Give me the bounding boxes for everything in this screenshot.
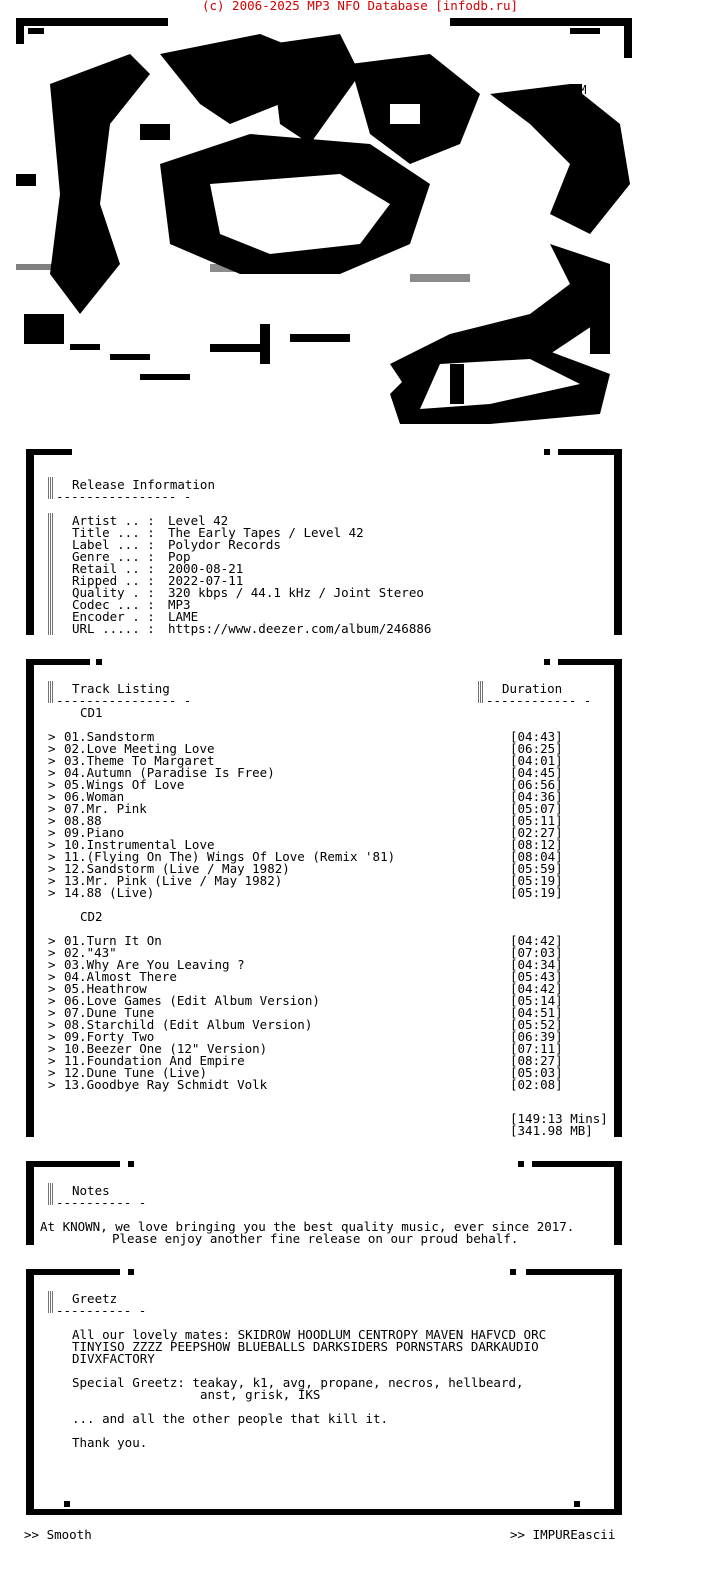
greetz-others: ... and all the other people that kill it. [72, 1411, 389, 1426]
track-bullet: > [48, 729, 56, 744]
release-label: Ripped .. : [72, 573, 155, 588]
track-duration: [05:59] [510, 861, 563, 876]
track-title: 01.Turn It On [64, 933, 162, 948]
track-bullet: > [48, 1005, 56, 1020]
track-duration: [04:34] [510, 957, 563, 972]
track-title: 11.(Flying On The) Wings Of Love (Remix '81) [64, 849, 396, 864]
track-bullet: > [48, 993, 56, 1008]
track-title: 03.Why Are You Leaving ? [64, 957, 245, 972]
track-title: 02.Love Meeting Love [64, 741, 215, 756]
release-heading: Release Information [72, 477, 215, 492]
track-duration: [02:08] [510, 1077, 563, 1092]
greetz-mates-line-2: TINYISO ZZZZ PEEPSHOW BLUEBALLS DARKSIDERS PORNSTARS DARKAUDIO [72, 1339, 539, 1354]
release-label: Encoder . : [72, 609, 155, 624]
track-title: 04.Almost There [64, 969, 177, 984]
notes-heading-rule: ---------- - [56, 1195, 147, 1210]
greetz-heading-rule: ---------- - [56, 1303, 147, 1318]
track-duration: [08:04] [510, 849, 563, 864]
track-duration: [08:27] [510, 1053, 563, 1068]
track-bullet: > [48, 981, 56, 996]
track-title: 01.Sandstorm [64, 729, 155, 744]
track-duration: [07:03] [510, 945, 563, 960]
track-bullet: > [48, 813, 56, 828]
greetz-mates-line-1: All our lovely mates: SKIDROW HOODLUM CENTROPY MAVEN HAFVCD ORC [72, 1327, 547, 1342]
release-label: Codec ... : [72, 597, 155, 612]
release-value: 2022-07-11 [168, 573, 244, 588]
greetz-mates-line-3: DIVXFACTORY [72, 1351, 155, 1366]
track-title: 11.Foundation And Empire [64, 1053, 245, 1068]
duration-heading-rule: ------------ - [486, 693, 592, 708]
release-label: Title ... : [72, 525, 155, 540]
track-bullet: > [48, 873, 56, 888]
track-title: 07.Mr. Pink [64, 801, 147, 816]
track-bullet: > [48, 837, 56, 852]
release-heading-rule: ---------------- - [56, 489, 192, 504]
track-duration: [04:43] [510, 729, 563, 744]
track-title: 08.Starchild (Edit Album Version) [64, 1017, 313, 1032]
track-duration: [06:56] [510, 777, 563, 792]
track-title: 02."43" [64, 945, 117, 960]
track-title: 03.Theme To Margaret [64, 753, 215, 768]
track-duration: [05:43] [510, 969, 563, 984]
track-title: 08.88 [64, 813, 102, 828]
track-bullet: > [48, 1065, 56, 1080]
total-time: [149:13 Mins] [510, 1111, 608, 1126]
track-bullet: > [48, 825, 56, 840]
track-title: 05.Wings Of Love [64, 777, 185, 792]
track-title: 05.Heathrow [64, 981, 147, 996]
track-title: 06.Love Games (Edit Album Version) [64, 993, 320, 1008]
release-value: https://www.deezer.com/album/246886 [168, 621, 432, 636]
track-title: 06.Woman [64, 789, 125, 804]
track-bullet: > [48, 789, 56, 804]
track-title: 10.Beezer One (12" Version) [64, 1041, 268, 1056]
track-duration: [06:25] [510, 741, 563, 756]
track-duration: [04:42] [510, 933, 563, 948]
track-duration: [07:11] [510, 1041, 563, 1056]
track-bullet: > [48, 957, 56, 972]
track-heading-rule: ---------------- - [56, 693, 192, 708]
track-duration: [05:11] [510, 813, 563, 828]
release-value: Polydor Records [168, 537, 281, 552]
track-duration: [05:19] [510, 885, 563, 900]
release-label: URL ..... : [72, 621, 155, 636]
copyright-line: (c) 2006-2025 MP3 NFO Database [infodb.ru] [201, 0, 519, 13]
track-bullet: > [48, 969, 56, 984]
track-bullet: > [48, 1041, 56, 1056]
track-duration: [05:19] [510, 873, 563, 888]
track-duration: [08:12] [510, 837, 563, 852]
greetz-thanks: Thank you. [72, 1435, 148, 1450]
track-bullet: > [48, 753, 56, 768]
track-bullet: > [48, 1053, 56, 1068]
ascii-logo-art [10, 14, 650, 444]
track-title: 13.Goodbye Ray Schmidt Volk [64, 1077, 268, 1092]
release-label: Artist .. : [72, 513, 155, 528]
track-bullet: > [48, 765, 56, 780]
track-bullet: > [48, 777, 56, 792]
track-title: 07.Dune Tune [64, 1005, 155, 1020]
track-bullet: > [48, 1029, 56, 1044]
disc-label: CD1 [80, 705, 103, 720]
release-value: LAME [168, 609, 199, 624]
track-bullet: > [48, 933, 56, 948]
notes-line-1: At KNOWN, we love bringing you the best quality music, ever since 2017. [40, 1219, 575, 1234]
total-size: [341.98 MB] [510, 1123, 593, 1138]
track-duration: [05:52] [510, 1017, 563, 1032]
footer-right-signature: >> IMPUREascii [510, 1527, 616, 1542]
release-label: Genre ... : [72, 549, 155, 564]
track-bullet: > [48, 801, 56, 816]
track-bullet: > [48, 1077, 56, 1092]
track-title: 09.Forty Two [64, 1029, 155, 1044]
track-title: 14.88 (Live) [64, 885, 155, 900]
release-value: Level 42 [168, 513, 229, 528]
track-duration: [05:07] [510, 801, 563, 816]
track-duration: [04:36] [510, 789, 563, 804]
release-value: 320 kbps / 44.1 kHz / Joint Stereo [168, 585, 424, 600]
release-value: MP3 [168, 597, 191, 612]
notes-heading: Notes [72, 1183, 110, 1198]
track-bullet: > [48, 861, 56, 876]
track-title: 13.Mr. Pink (Live / May 1982) [64, 873, 283, 888]
track-title: 09.Piano [64, 825, 125, 840]
track-title: 12.Dune Tune (Live) [64, 1065, 207, 1080]
release-value: 2000-08-21 [168, 561, 244, 576]
duration-heading: Duration [502, 681, 563, 696]
release-label: Retail .. : [72, 561, 155, 576]
notes-line-2: Please enjoy another fine release on our proud behalf. [112, 1231, 519, 1246]
track-listing-heading: Track Listing [72, 681, 170, 696]
track-bullet: > [48, 1017, 56, 1032]
track-duration: [04:42] [510, 981, 563, 996]
release-value: The Early Tapes / Level 42 [168, 525, 364, 540]
track-duration: [05:14] [510, 993, 563, 1008]
greetz-special-line-1: Special Greetz: teakay, k1, avg, propane, necros, hellbeard, [72, 1375, 524, 1390]
track-bullet: > [48, 849, 56, 864]
track-bullet: > [48, 741, 56, 756]
greetz-heading: Greetz [72, 1291, 118, 1306]
greetz-special-line-2: anst, grisk, IKS [200, 1387, 321, 1402]
track-title: 04.Autumn (Paradise Is Free) [64, 765, 275, 780]
release-value: Pop [168, 549, 191, 564]
track-duration: [04:45] [510, 765, 563, 780]
track-title: 10.Instrumental Love [64, 837, 215, 852]
track-duration: [06:39] [510, 1029, 563, 1044]
track-duration: [05:03] [510, 1065, 563, 1080]
track-bullet: > [48, 945, 56, 960]
track-duration: [04:01] [510, 753, 563, 768]
footer-left-signature: >> Smooth [24, 1527, 92, 1542]
release-label: Label ... : [72, 537, 155, 552]
disc-label: CD2 [80, 909, 103, 924]
track-duration: [02:27] [510, 825, 563, 840]
release-label: Quality . : [72, 585, 155, 600]
track-title: 12.Sandstorm (Live / May 1982) [64, 861, 290, 876]
track-bullet: > [48, 885, 56, 900]
track-duration: [04:51] [510, 1005, 563, 1020]
logo-tag: sM [572, 83, 587, 97]
